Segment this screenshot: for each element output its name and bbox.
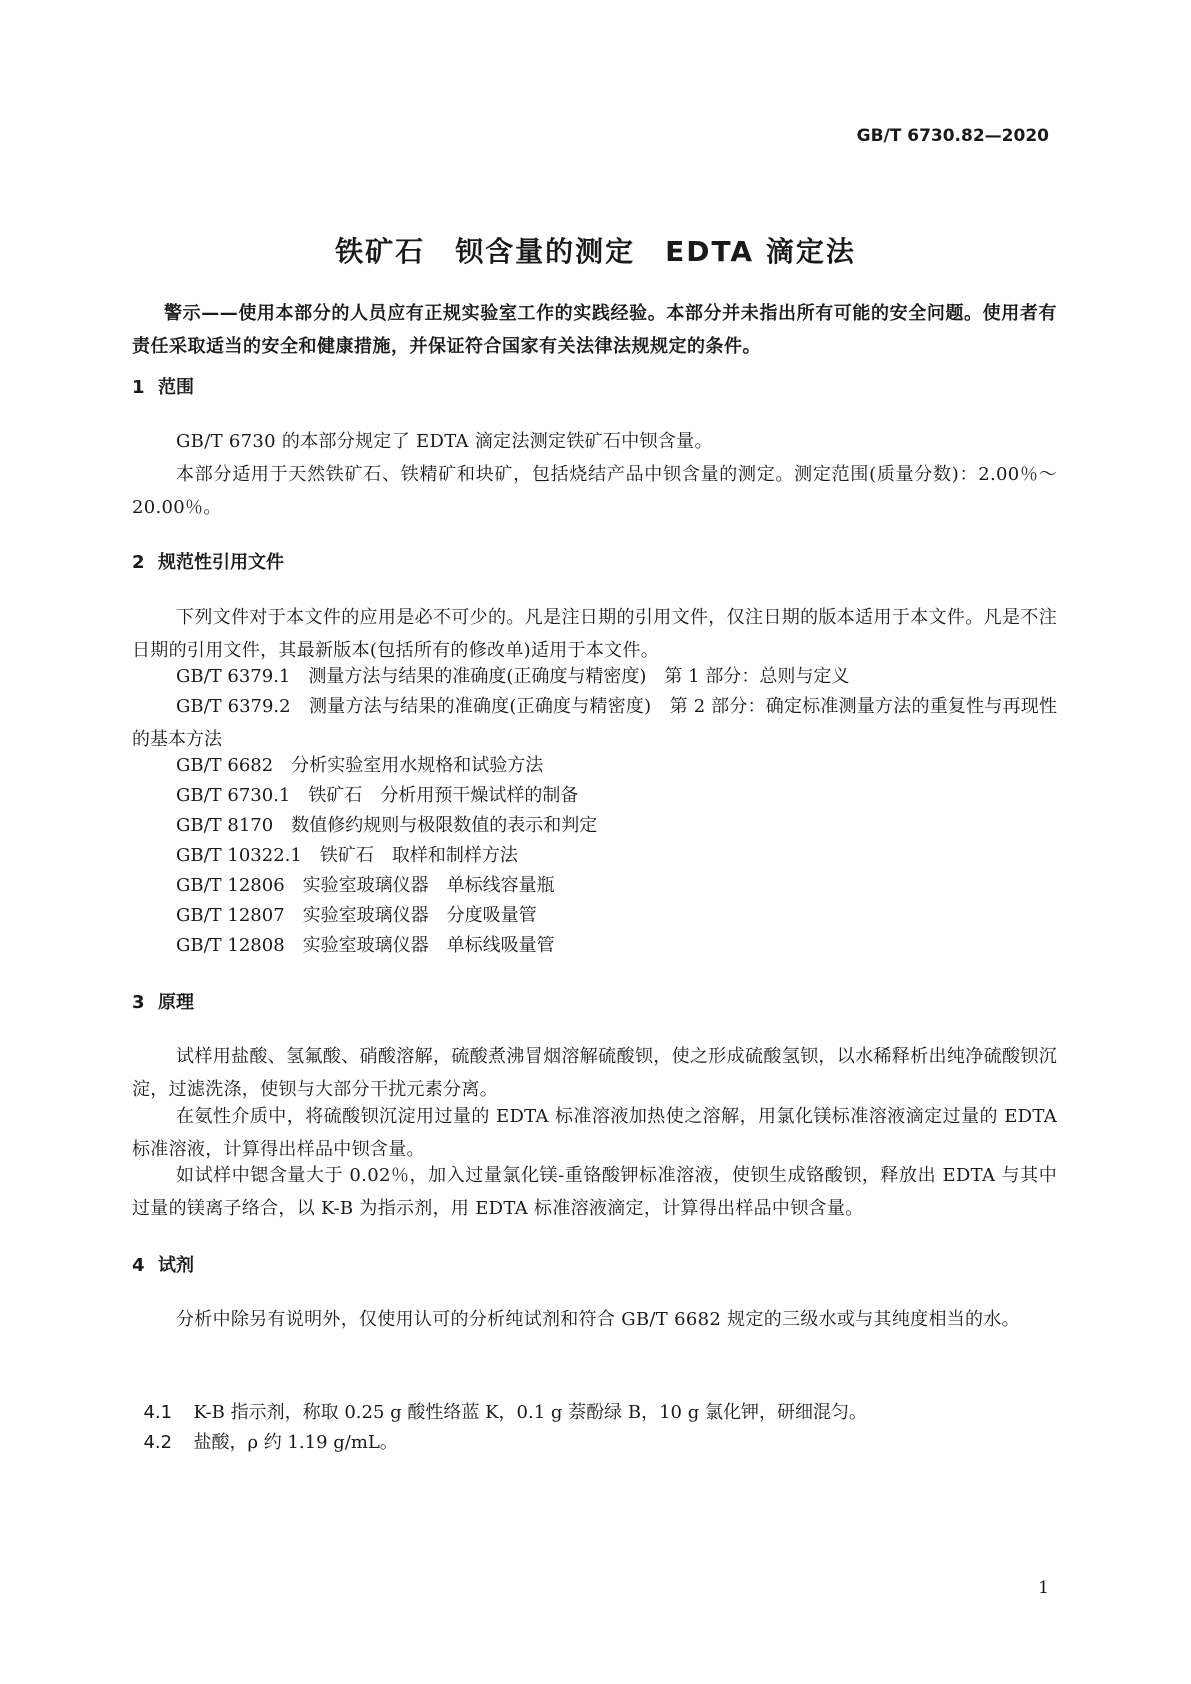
section-number: 2 xyxy=(132,552,145,573)
section-title: 试剂 xyxy=(158,1255,194,1276)
section-heading-reagents xyxy=(132,1251,194,1277)
paragraph: 如试样中锶含量大于 0.02％，加入过量氯化镁-重铬酸钾标准溶液，使钡生成铬酸钡，释放出 EDTA 与其中过量的镁离子络合，以 K-B 为指示剂，用 EDTA 标准溶液滴定，计算得出样品中钡含量。 xyxy=(132,1165,1057,1219)
document-id: GB/T 6730.82—2020 xyxy=(856,126,1049,146)
reference-item: GB/T 6682 分析实验室用水规格和试验方法 xyxy=(176,755,544,776)
reference-item: GB/T 12806 实验室玻璃仪器 单标线容量瓶 xyxy=(176,875,555,896)
reference-item: GB/T 12807 实验室玻璃仪器 分度吸量管 xyxy=(176,905,537,926)
reference-item: GB/T 6379.1 测量方法与结果的准确度(正确度与精密度) 第 1 部分：总则与定义 xyxy=(176,666,850,687)
section-title: 原理 xyxy=(158,992,194,1013)
item-text: K-B 指示剂，称取 0.25 g 酸性络蓝 K，0.1 g 萘酚绿 B，10 g 氯化钾，研细混匀。 xyxy=(193,1402,867,1423)
paragraph: 本部分适用于天然铁矿石、铁精矿和块矿，包括烧结产品中钡含量的测定。测定范围(质量分数)：2.00％～20.00％。 xyxy=(132,464,1057,518)
reference-item: GB/T 10322.1 铁矿石 取样和制样方法 xyxy=(176,845,518,866)
reference-item: GB/T 6730.1 铁矿石 分析用预干燥试样的制备 xyxy=(176,785,579,806)
section-number: 4 xyxy=(132,1255,145,1276)
paragraph: 试样用盐酸、氢氟酸、硝酸溶解，硫酸煮沸冒烟溶解硫酸钡，使之形成硫酸氢钡，以水稀释析出纯净硫酸钡沉淀，过滤洗涤，使钡与大部分干扰元素分离。 xyxy=(132,1046,1057,1100)
warning-notice: 警示——使用本部分的人员应有正规实验室工作的实践经验。本部分并未指出所有可能的安全问题。使用者有责任采取适当的安全和健康措施，并保证符合国家有关法律法规规定的条件。 xyxy=(132,303,1057,357)
paragraph: 在氨性介质中，将硫酸钡沉淀用过量的 EDTA 标准溶液加热使之溶解，用氯化镁标准溶液滴定过量的 EDTA 标准溶液，计算得出样品中钡含量。 xyxy=(132,1106,1057,1160)
reference-item: GB/T 12808 实验室玻璃仪器 单标线吸量管 xyxy=(176,935,555,956)
section-number: 1 xyxy=(132,377,145,398)
section-heading-normative-references xyxy=(132,548,284,574)
document-title: 铁矿石 钡含量的测定 EDTA 滴定法 xyxy=(335,235,856,268)
reagent-item xyxy=(132,1393,1057,1459)
item-text: 盐酸，ρ 约 1.19 g/mL。 xyxy=(193,1432,398,1453)
section-number: 3 xyxy=(132,992,145,1013)
item-number: 4.1 xyxy=(143,1402,173,1423)
page-number: 1 xyxy=(1038,1578,1049,1598)
section-title: 规范性引用文件 xyxy=(158,552,284,573)
section-heading-principle xyxy=(132,988,194,1014)
reference-item: GB/T 6379.2 测量方法与结果的准确度(正确度与精密度) 第 2 部分：确定标准测量方法的重复性与再现性的基本方法 xyxy=(132,696,1057,750)
paragraph: GB/T 6730 的本部分规定了 EDTA 滴定法测定铁矿石中钡含量。 xyxy=(176,431,713,452)
paragraph: 下列文件对于本文件的应用是必不可少的。凡是注日期的引用文件，仅注日期的版本适用于本文件。凡是不注日期的引用文件，其最新版本(包括所有的修改单)适用于本文件。 xyxy=(132,607,1057,661)
paragraph: 分析中除另有说明外，仅使用认可的分析纯试剂和符合 GB/T 6682 规定的三级水或与其纯度相当的水。 xyxy=(176,1309,1020,1330)
reference-item: GB/T 8170 数值修约规则与极限数值的表示和判定 xyxy=(176,815,598,836)
item-number: 4.2 xyxy=(143,1432,173,1453)
section-heading-scope xyxy=(132,373,194,399)
section-title: 范围 xyxy=(158,377,194,398)
